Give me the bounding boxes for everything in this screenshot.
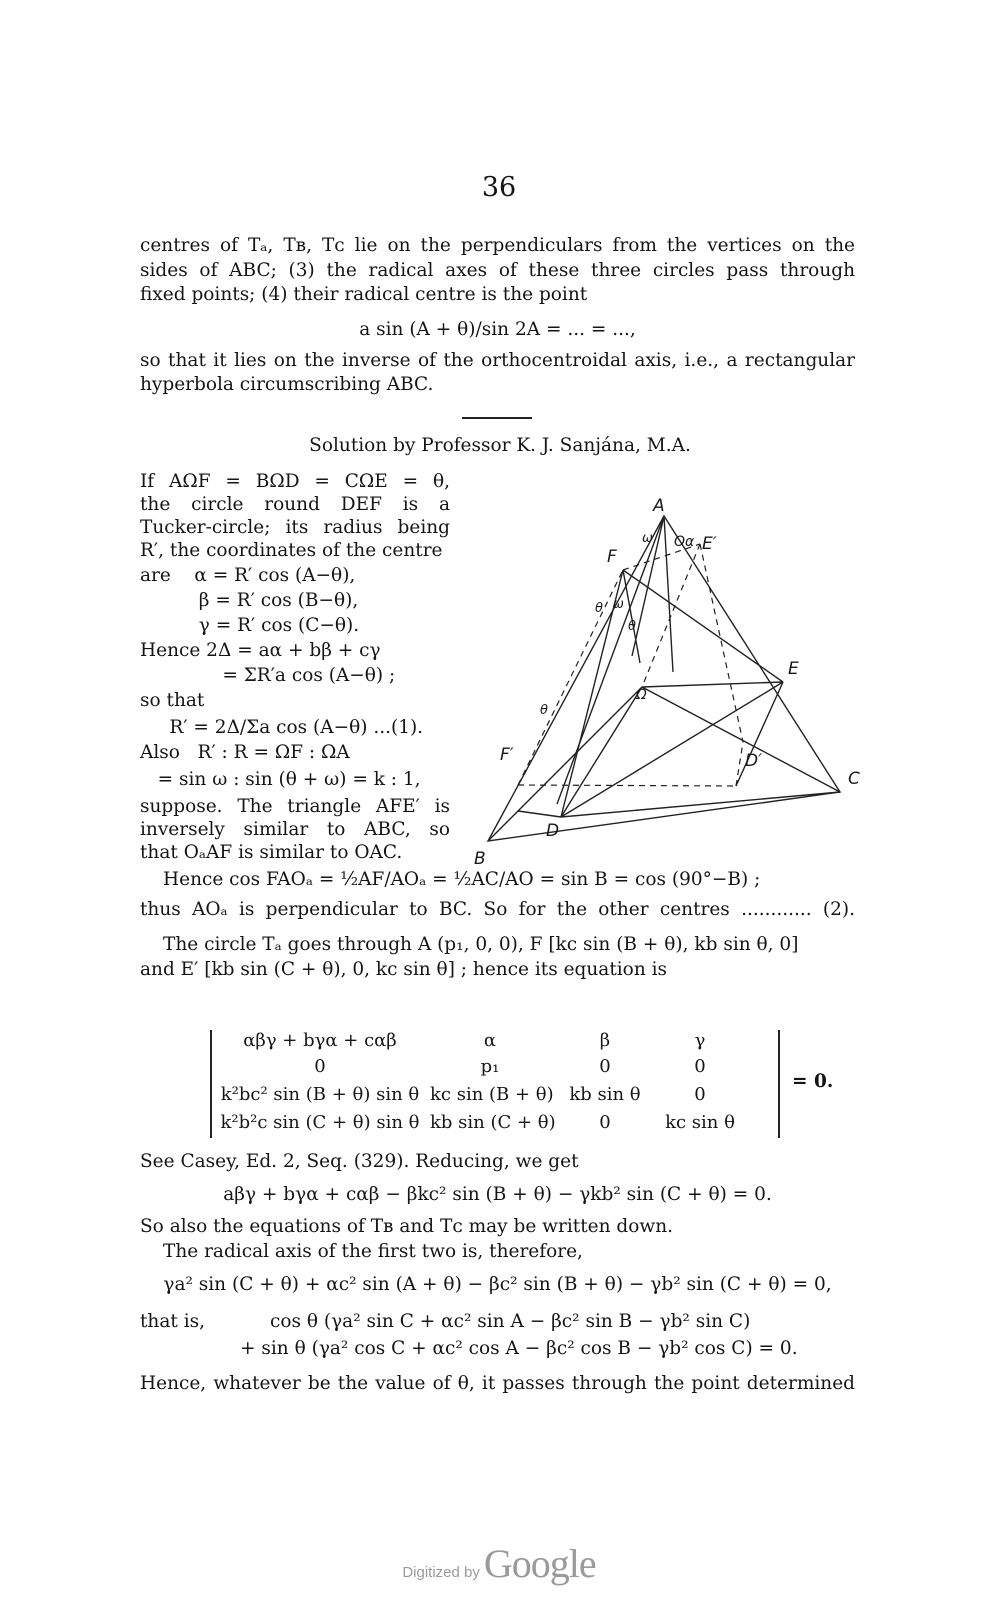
matrix-cell: 0 bbox=[599, 1056, 611, 1077]
equation-line: cos θ (γa² sin C + αc² sin A − βc² sin B − γb² sin C) bbox=[270, 1311, 751, 1332]
column-line: Also R′ : R = ΩF : ΩA bbox=[140, 742, 350, 763]
paragraph-line: so that it lies on the inverse of the orthocentroidal axis, i.e., a rectangular bbox=[140, 350, 855, 371]
column-line: that OₐAF is similar to OAC. bbox=[140, 842, 403, 863]
label-theta-angle: θ bbox=[595, 601, 603, 616]
column-line: β = R′ cos (B−θ), bbox=[140, 590, 359, 611]
body-line: So also the equations of Tʙ and Tᴄ may be written down. bbox=[140, 1216, 673, 1237]
equation-radical-axis: γa² sin (C + θ) + αc² sin (A + θ) − βc² sin (B + θ) − γb² sin (C + θ) = 0, bbox=[163, 1274, 832, 1295]
column-line: are α = R′ cos (A−θ), bbox=[140, 565, 356, 586]
column-line: = sin ω : sin (θ + ω) = k : 1, bbox=[140, 769, 421, 790]
body-line: Hence cos FAOₐ = ½AF/AOₐ = ½AC/AO = sin B = cos (90°−B) ; bbox=[163, 869, 761, 890]
matrix-cell: α bbox=[483, 1030, 497, 1051]
column-line: inversely similar to ABC, so bbox=[140, 819, 450, 840]
google-logo: Google bbox=[483, 1541, 596, 1586]
column-line: so that bbox=[140, 690, 205, 711]
body-line: and E′ [kb sin (C + θ), 0, kc sin θ] ; hence its equation is bbox=[140, 959, 668, 980]
column-line: Hence 2Δ = aα + bβ + cγ bbox=[140, 640, 381, 661]
matrix-cell: 0 bbox=[314, 1056, 326, 1077]
column-line: R′ = 2Δ/Σa cos (A−θ) ...(1). bbox=[140, 717, 424, 738]
determinant-bar-left bbox=[210, 1030, 212, 1138]
label-b: B bbox=[474, 849, 486, 869]
equation-circle: aβγ + bγα + cαβ − βkc² sin (B + θ) − γkb² sin (C + θ) = 0. bbox=[223, 1184, 772, 1205]
digitized-watermark bbox=[0, 1540, 998, 1587]
matrix-cell: k²b²c sin (C + θ) sin θ bbox=[220, 1112, 420, 1133]
matrix-cell: γ bbox=[694, 1030, 706, 1051]
body-line: The radical axis of the first two is, therefore, bbox=[163, 1241, 583, 1262]
matrix-cell: 0 bbox=[694, 1056, 706, 1077]
matrix-cell: β bbox=[599, 1030, 611, 1051]
intro-line: sides of ABC; (3) the radical axes of these three circles pass through bbox=[140, 260, 855, 281]
page-number: 36 bbox=[481, 172, 517, 203]
column-line: If AΩF = BΩD = CΩE = θ, bbox=[140, 471, 450, 492]
tucker-circle-figure bbox=[474, 496, 868, 876]
determinant-bar-right bbox=[778, 1030, 780, 1138]
matrix-cell: p₁ bbox=[480, 1056, 500, 1077]
label-e: E bbox=[788, 659, 799, 679]
body-line: See Casey, Ed. 2, Seq. (329). Reducing, we get bbox=[140, 1151, 579, 1172]
matrix-cell: kc sin (B + θ) bbox=[430, 1084, 554, 1105]
label-theta-angle: θ bbox=[628, 619, 636, 634]
label-omega-angle: ω bbox=[642, 531, 653, 546]
body-line: The circle Tₐ goes through A (p₁, 0, 0), F [kc sin (B + θ), kb sin θ, 0] bbox=[163, 934, 799, 955]
solution-heading: Solution by Professor K. J. Sanjána, M.A. bbox=[309, 435, 691, 456]
label-d-prime: D′ bbox=[745, 751, 762, 771]
equation-line: + sin θ (γa² cos C + αc² cos A − βc² cos B − γb² cos C) = 0. bbox=[240, 1338, 798, 1359]
paragraph-line: hyperbola circumscribing ABC. bbox=[140, 374, 434, 395]
intro-line: fixed points; (4) their radical centre is the point bbox=[140, 284, 588, 305]
matrix-cell: 0 bbox=[694, 1084, 706, 1105]
matrix-cell: k²bc² sin (B + θ) sin θ bbox=[220, 1084, 420, 1105]
matrix-cell: kb sin θ bbox=[569, 1084, 641, 1105]
digitized-text: Digitized by bbox=[402, 1564, 480, 1581]
column-line: = ΣR′a cos (A−θ) ; bbox=[140, 665, 396, 686]
column-line: suppose. The triangle AFE′ is bbox=[140, 796, 450, 817]
body-line: Hence, whatever be the value of θ, it passes through the point determined bbox=[140, 1373, 855, 1394]
label-f-prime: F′ bbox=[500, 745, 514, 765]
intro-line: centres of Tₐ, Tʙ, Tᴄ lie on the perpendiculars from the vertices on the bbox=[140, 235, 855, 256]
matrix-cell: αβγ + bγα + cαβ bbox=[243, 1030, 397, 1051]
label-omega-angle: ω bbox=[613, 597, 624, 612]
label-c: C bbox=[848, 769, 860, 789]
label-e-prime: E′ bbox=[702, 534, 717, 554]
section-divider bbox=[462, 417, 532, 419]
column-line: the circle round DEF is a bbox=[140, 494, 450, 515]
label-d: D bbox=[546, 821, 560, 841]
column-line: R′, the coordinates of the centre bbox=[140, 540, 443, 561]
matrix-cell: 0 bbox=[599, 1112, 611, 1133]
label-omega-point: Ω bbox=[636, 687, 647, 703]
column-line: γ = R′ cos (C−θ). bbox=[140, 615, 360, 636]
label-a: A bbox=[653, 496, 665, 516]
matrix-cell: kc sin θ bbox=[665, 1112, 735, 1133]
label-theta-angle: θ bbox=[540, 703, 548, 718]
column-line: Tucker-circle; its radius being bbox=[140, 517, 450, 538]
label-o-alpha: Oα bbox=[674, 534, 695, 550]
determinant-equation bbox=[210, 1030, 780, 1138]
matrix-cell: kb sin (C + θ) bbox=[430, 1112, 556, 1133]
label-f: F bbox=[607, 547, 617, 567]
body-line: thus AOₐ is perpendicular to BC. So for the other centres ............ (2). bbox=[140, 899, 855, 920]
determinant-rhs: = 0. bbox=[792, 1071, 834, 1092]
formula-radical-centre: a sin (A + θ)/sin 2A = ... = ..., bbox=[359, 319, 636, 340]
body-line: that is, bbox=[140, 1311, 205, 1332]
